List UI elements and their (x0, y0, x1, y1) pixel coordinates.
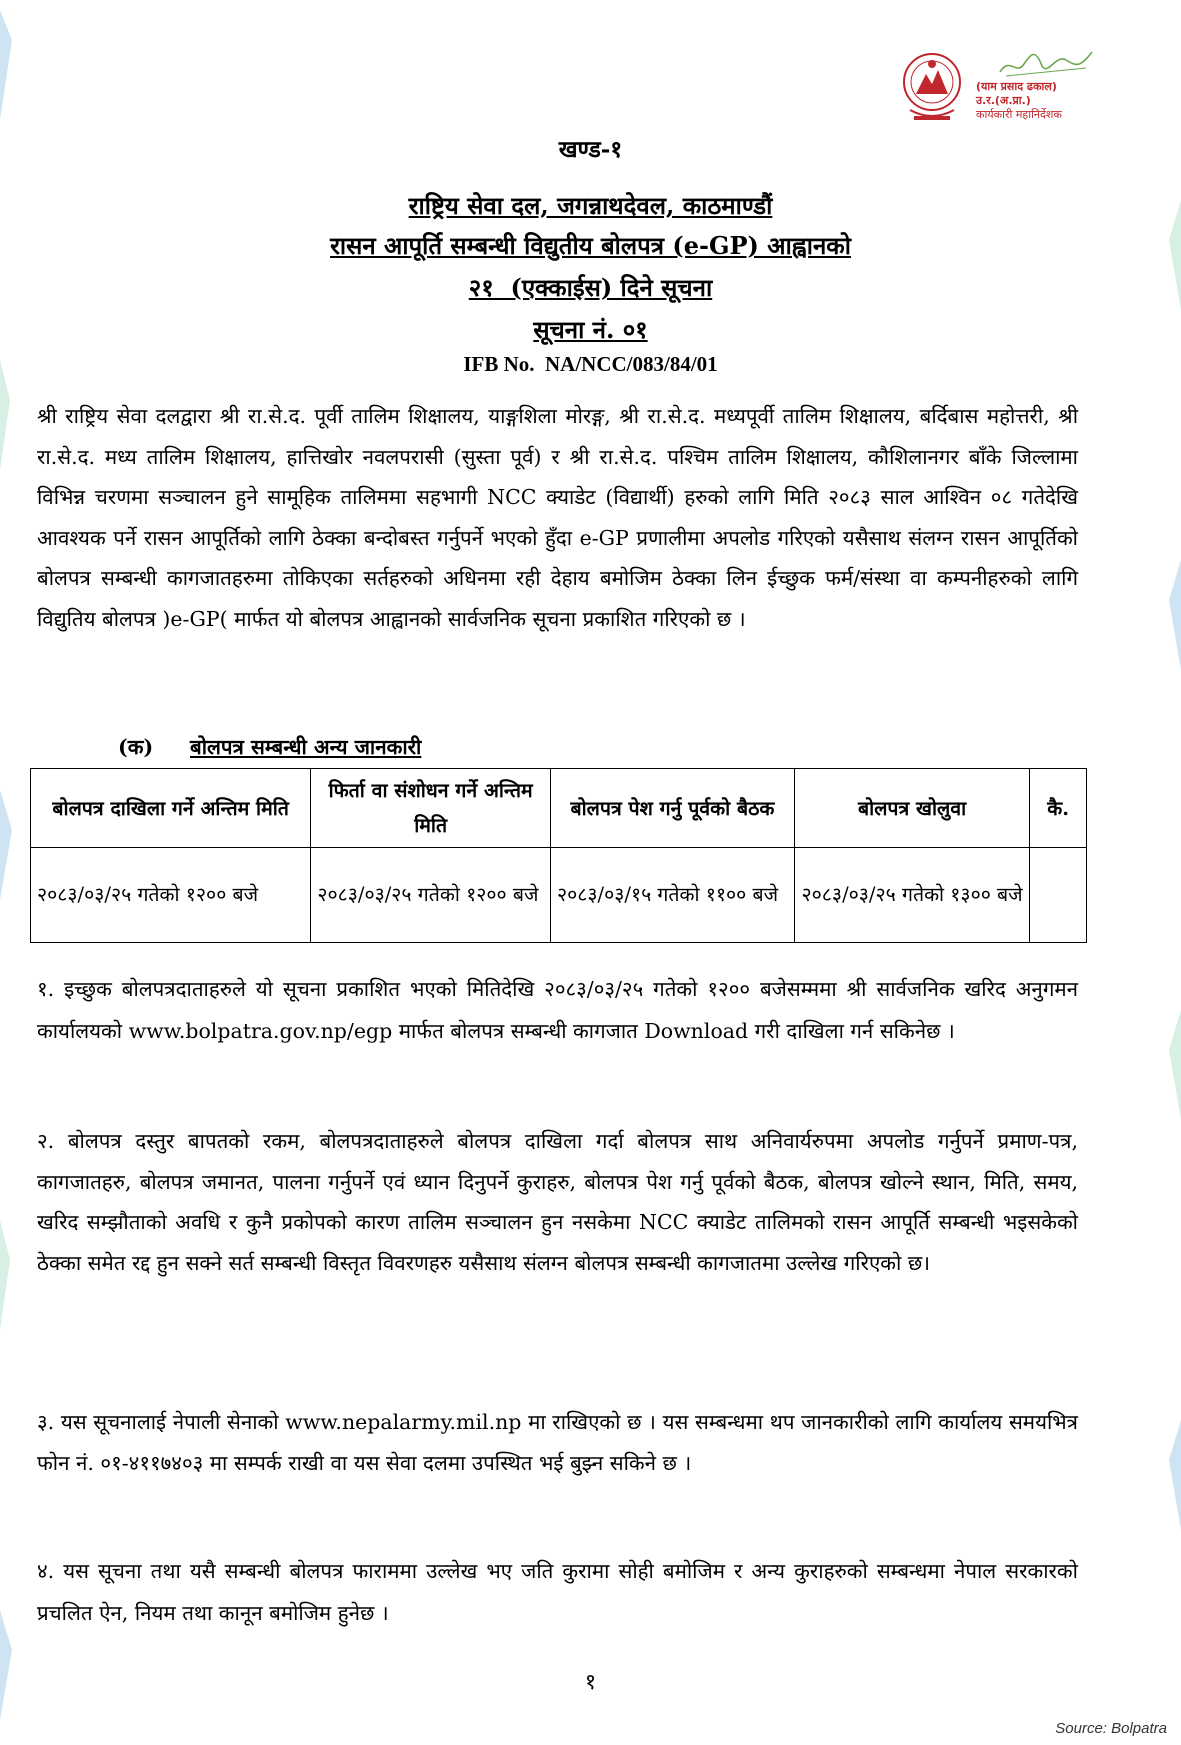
org-heading-text: राष्ट्रिय सेवा दल, जगन्नाथदेवल, काठमाण्डौं (408, 191, 773, 220)
subject-heading-text: रासन आपूर्ति सम्बन्धी विद्युतीय बोलपत्र (e-GP) आह्वानको (330, 231, 851, 260)
signatory-name: (याम प्रसाद ढकाल) (976, 80, 1057, 93)
notice-number-text: सूचना नं. ०१ (533, 315, 648, 344)
table-header-row (31, 769, 1087, 848)
notice-days-text: २१ (एक्काईस) दिने सूचना (468, 273, 713, 302)
subsection-title: बोलपत्र सम्बन्धी अन्य जानकारी (190, 735, 422, 759)
bid-info-table (30, 768, 1087, 943)
notice-days-heading (0, 271, 1181, 304)
point-paragraph: ४. यस सूचना तथा यसै सम्बन्धी बोलपत्र फाराममा उल्लेख भए जति कुरामा सोही बमोजिम र अन्य कुराहरुको सम्बन्धमा नेपाल सरकारको प्रचलित ऐन, नियम तथा कानून बमोजिम हुनेछ । (37, 1559, 1078, 1625)
point-paragraph: १. इच्छुक बोलपत्रदाताहरुले यो सूचना प्रकाशित भएको मितिदेखि २०८३/०३/२५ गतेको १२०० बजेसम्ममा श्री सार्वजनिक खरिद अनुगमन कार्यालयको www.bolpatra.gov.np/egp मार्फत बोलपत्र सम्बन्धी कागजात Download गरी दाखिला गर्न सकिनेछ । (37, 977, 1078, 1043)
table-cell (1030, 848, 1087, 943)
section-heading (0, 132, 1181, 164)
signatory-designation: कार्यकारी महानिर्देशक (976, 108, 1062, 121)
signature-icon (996, 46, 1096, 80)
nepal-government-seal-icon (902, 50, 962, 128)
intro-paragraph: श्री राष्ट्रिय सेवा दलद्वारा श्री रा.से.द. पूर्वी तालिम शिक्षालय, याङ्गशिला मोरङ्ग, श्री रा.से.द. मध्यपूर्वी तालिम शिक्षालय, बर्दिबास महोत्तरी, श्री रा.से.द. मध्य तालिम शिक्षालय, हात्तिखोर नवलपरासी (सुस्ता पूर्व) र श्री रा.से.द. पश्चिम तालिम शिक्षालय, कौशिलानगर बाँके जिल्लामा विभिन्न चरणमा सञ्चालन हुने सामूहिक तालिममा सहभागी NCC क्याडेट (विद्यार्थी) हरुको लागि मिति २०८३ साल आश्विन ०८ गतेदेखि आवश्यक पर्ने रासन आपूर्तिको लागि ठेक्का बन्दोबस्त गर्नुपर्ने भएको हुँदा e-GP प्रणालीमा अपलोड गरिएको यसैसाथ संलग्न रासन आपूर्तिको बोलपत्र सम्बन्धी कागजातहरुमा तोकिएका सर्तहरुको अधिनमा रही देहाय बमोजिम ठेक्का लिन ईच्छुक फर्म/संस्था वा कम्पनीहरुको लागि विद्युतिय बोलपत्र )e-GP( मार्फत यो बोलपत्र आह्वानको सार्वजनिक सूचना प्रकाशित गरिएको छ । (37, 404, 1078, 631)
table-header-cell: बोलपत्र पेश गर्नु पूर्वको बैठक (550, 769, 794, 848)
org-heading (0, 189, 1181, 222)
section-heading-text: खण्ड-१ (558, 136, 623, 163)
source-credit: Source: Bolpatra (1055, 1720, 1167, 1737)
signature-block (976, 46, 1096, 122)
table-header-cell: बोलपत्र खोलुवा (794, 769, 1029, 848)
ifb-number-text: IFB No. NA/NCC/083/84/01 (463, 352, 718, 376)
table-cell: २०८३/०३/१५ गतेको ११०० बजे (550, 848, 794, 943)
table-cell: २०८३/०३/२५ गतेको १३०० बजे (794, 848, 1029, 943)
notice-number-heading (0, 313, 1181, 346)
page-number: १ (584, 1670, 597, 1695)
point-paragraph: २. बोलपत्र दस्तुर बापतको रकम, बोलपत्रदाताहरुले बोलपत्र दाखिला गर्दा बोलपत्र साथ अनिवार्यरुपमा अपलोड गर्नुपर्ने प्रमाण-पत्र, कागजातहरु, बोलपत्र जमानत, पालना गर्नुपर्ने एवं ध्यान दिनुपर्ने कुराहरु, बोलपत्र पेश गर्नु पूर्वको बैठक, बोलपत्र खोल्ने स्थान, मिति, समय, खरिद सम्झौताको अवधि र कुनै प्रकोपको कारण तालिम सञ्चालन हुन नसकेमा NCC क्याडेट तालिमको रासन आपूर्ति सम्बन्धी भइसकेको ठेक्का समेत रद्द हुन सक्ने सर्त सम्बन्धी विस्तृत विवरणहरु यसैसाथ संलग्न बोलपत्र सम्बन्धी कागजातमा उल्लेख गरिएको छ। (37, 1129, 1078, 1275)
table-header-cell: कै. (1030, 769, 1087, 848)
table-row (31, 848, 1087, 943)
subsection-ka (118, 733, 421, 761)
table-cell: २०८३/०३/२५ गतेको १२०० बजे (31, 848, 311, 943)
table-header-cell: बोलपत्र दाखिला गर्ने अन्तिम मिति (31, 769, 311, 848)
table-cell: २०८३/०३/२५ गतेको १२०० बजे (311, 848, 551, 943)
point-paragraph: ३. यस सूचनालाई नेपाली सेनाको www.nepalarmy.mil.np मा राखिएको छ । यस सम्बन्धमा थप जानकारीको लागि कार्यालय समयभित्र फोन नं. ०१-४११७४०३ मा सम्पर्क राखी वा यस सेवा दलमा उपस्थित भई बुझ्न सकिने छ । (37, 1410, 1078, 1475)
subject-heading (0, 229, 1181, 262)
table-header-cell: फिर्ता वा संशोधन गर्ने अन्तिम मिति (311, 769, 551, 848)
subsection-marker: (क) (118, 735, 154, 759)
signatory-rank: उ.र.(अ.प्रा.) (976, 94, 1031, 107)
ifb-number (0, 352, 1181, 377)
